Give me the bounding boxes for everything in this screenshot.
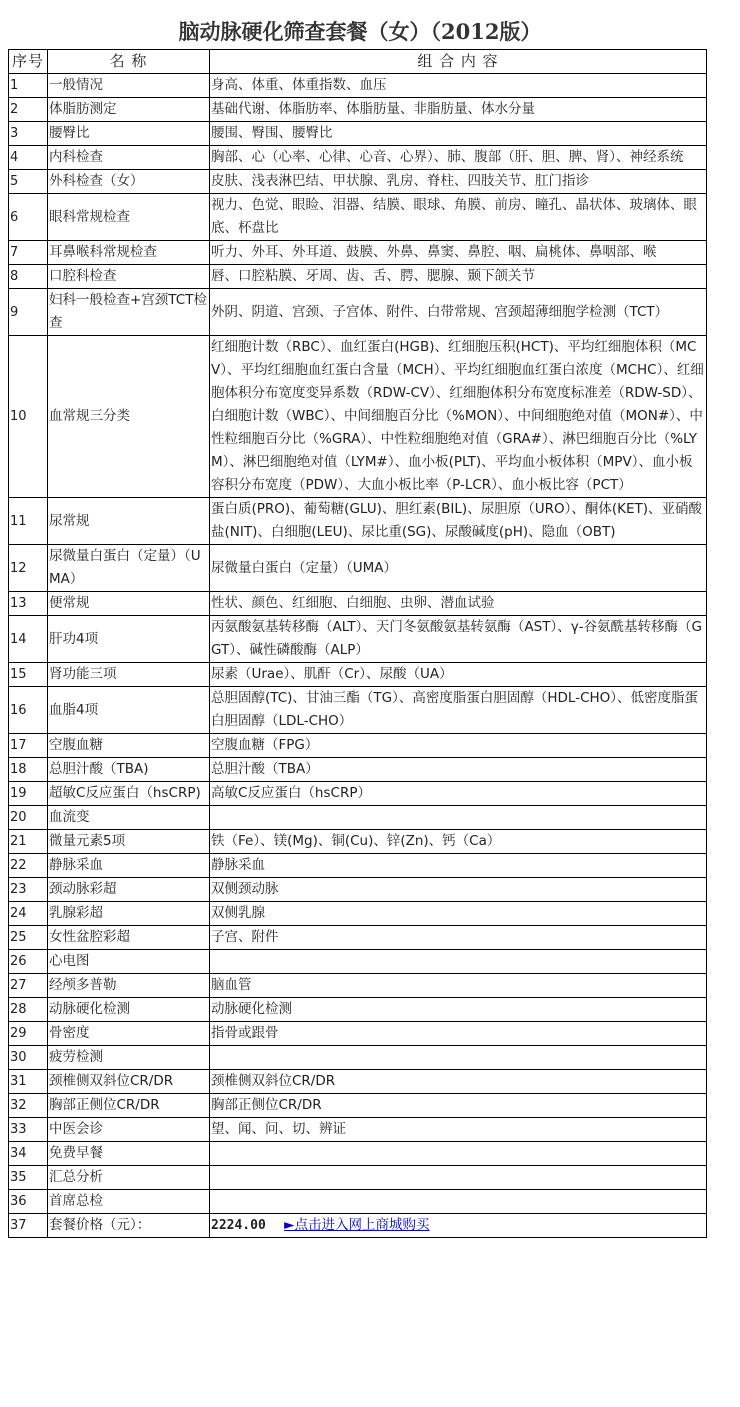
row-num: 37 — [9, 1214, 48, 1238]
row-name: 肝功4项 — [48, 616, 210, 663]
row-num: 33 — [9, 1118, 48, 1142]
table-row — [9, 926, 707, 950]
row-content — [210, 1166, 707, 1190]
row-content: 丙氨酸氨基转移酶（ALT）、天门冬氨酸氨基转氨酶（AST）、γ-谷氨酰基转移酶（GGT）、碱性磷酸酶（ALP） — [210, 616, 707, 663]
row-name: 乳腺彩超 — [48, 902, 210, 926]
row-name: 腰臀比 — [48, 122, 210, 146]
table-row — [9, 806, 707, 830]
row-num: 7 — [9, 241, 48, 265]
row-content: 脑血管 — [210, 974, 707, 998]
row-num: 10 — [9, 336, 48, 498]
row-num: 6 — [9, 194, 48, 241]
row-name: 骨密度 — [48, 1022, 210, 1046]
row-num: 9 — [9, 289, 48, 336]
table-row — [9, 616, 707, 663]
row-content: 胸部正侧位CR/DR — [210, 1094, 707, 1118]
row-content: 动脉硬化检测 — [210, 998, 707, 1022]
table-row — [9, 289, 707, 336]
row-name: 经颅多普勒 — [48, 974, 210, 998]
row-num: 25 — [9, 926, 48, 950]
row-content — [210, 1046, 707, 1070]
row-content: 唇、口腔粘膜、牙周、齿、舌、腭、腮腺、颞下颌关节 — [210, 265, 707, 289]
table-row — [9, 336, 707, 498]
row-content: 红细胞计数（RBC）、血红蛋白(HGB)、红细胞压积(HCT)、平均红细胞体积（MCV）、平均红细胞血红蛋白含量（MCH）、平均红细胞血红蛋白浓度（MCHC）、红细胞体积分布宽度变异系数（RDW-CV）、红细胞体积分布宽度标准差（RDW-SD）、白细胞计数（WBC）、中间细胞百分比（%MON）、中间细胞绝对值（MON#）、中性粒细胞百分比（%GRA）、中性粒细胞绝对值（GRA#）、淋巴细胞百分比（%LYM）、淋巴细胞绝对值（LYM#）、血小板(PLT)、平均血小板体积（MPV）、血小板容积分布宽度（PDW）、大血小板比率（P-LCR）、血小板比容（PCT） — [210, 336, 707, 498]
price-cell — [210, 1214, 707, 1238]
row-content: 指骨或跟骨 — [210, 1022, 707, 1046]
row-name: 总胆汁酸（TBA) — [48, 758, 210, 782]
table-row — [9, 734, 707, 758]
table-row — [9, 830, 707, 854]
row-num: 22 — [9, 854, 48, 878]
table-row — [9, 122, 707, 146]
table-row — [9, 1094, 707, 1118]
row-content — [210, 950, 707, 974]
header-num: 序号 — [9, 50, 48, 74]
header-name: 名 称 — [48, 50, 210, 74]
row-num: 1 — [9, 74, 48, 98]
row-content: 双侧颈动脉 — [210, 878, 707, 902]
table-row — [9, 170, 707, 194]
row-num: 18 — [9, 758, 48, 782]
row-name: 一般情况 — [48, 74, 210, 98]
table-row — [9, 854, 707, 878]
row-name: 内科检查 — [48, 146, 210, 170]
table-row — [9, 758, 707, 782]
row-name: 超敏C反应蛋白（hsCRP) — [48, 782, 210, 806]
row-content: 空腹血糖（FPG） — [210, 734, 707, 758]
row-content: 性状、颜色、红细胞、白细胞、虫卵、潜血试验 — [210, 592, 707, 616]
row-content: 视力、色觉、眼睑、泪器、结膜、眼球、角膜、前房、瞳孔、晶状体、玻璃体、眼底、杯盘比 — [210, 194, 707, 241]
row-name: 便常规 — [48, 592, 210, 616]
table-row — [9, 1118, 707, 1142]
row-content: 基础代谢、体脂肪率、体脂肪量、非脂肪量、体水分量 — [210, 98, 707, 122]
row-num: 16 — [9, 687, 48, 734]
row-name: 心电图 — [48, 950, 210, 974]
row-name: 疲劳检测 — [48, 1046, 210, 1070]
row-num: 4 — [9, 146, 48, 170]
row-name: 肾功能三项 — [48, 663, 210, 687]
row-num: 32 — [9, 1094, 48, 1118]
row-num: 14 — [9, 616, 48, 663]
row-name: 汇总分析 — [48, 1166, 210, 1190]
row-content: 尿素（Urae）、肌酐（Cr）、尿酸（UA） — [210, 663, 707, 687]
row-num: 20 — [9, 806, 48, 830]
table-row — [9, 902, 707, 926]
row-name: 口腔科检查 — [48, 265, 210, 289]
row-content: 高敏C反应蛋白（hsCRP） — [210, 782, 707, 806]
row-num: 36 — [9, 1190, 48, 1214]
row-name: 首席总检 — [48, 1190, 210, 1214]
row-num: 19 — [9, 782, 48, 806]
row-content: 总胆固醇(TC)、甘油三酯（TG）、高密度脂蛋白胆固醇（HDL-CHO）、低密度脂蛋白胆固醇（LDL-CHO） — [210, 687, 707, 734]
table-row — [9, 998, 707, 1022]
row-num: 8 — [9, 265, 48, 289]
row-num: 23 — [9, 878, 48, 902]
table-row — [9, 592, 707, 616]
row-num: 3 — [9, 122, 48, 146]
row-num: 27 — [9, 974, 48, 998]
price-value: 2224.00 — [211, 1218, 266, 1233]
row-num: 34 — [9, 1142, 48, 1166]
row-num: 17 — [9, 734, 48, 758]
table-row — [9, 98, 707, 122]
table-row — [9, 687, 707, 734]
row-content: 蛋白质(PRO)、葡萄糖(GLU)、胆红素(BIL)、尿胆原（URO）、酮体(KET)、亚硝酸盐(NIT)、白细胞(LEU)、尿比重(SG)、尿酸碱度(pH)、隐血（OBT) — [210, 498, 707, 545]
row-name: 动脉硬化检测 — [48, 998, 210, 1022]
row-name: 女性盆腔彩超 — [48, 926, 210, 950]
header-content: 组 合 内 容 — [210, 50, 707, 74]
row-name: 空腹血糖 — [48, 734, 210, 758]
row-content: 尿微量白蛋白（定量）（UMA） — [210, 545, 707, 592]
row-content: 子宫、附件 — [210, 926, 707, 950]
table-row — [9, 241, 707, 265]
row-name: 眼科常规检查 — [48, 194, 210, 241]
row-content: 腰围、臀围、腰臀比 — [210, 122, 707, 146]
row-name: 颈动脉彩超 — [48, 878, 210, 902]
table-row — [9, 1166, 707, 1190]
row-name: 血脂4项 — [48, 687, 210, 734]
row-name: 尿常规 — [48, 498, 210, 545]
table-row — [9, 1022, 707, 1046]
table-row — [9, 950, 707, 974]
row-name: 静脉采血 — [48, 854, 210, 878]
table-row — [9, 498, 707, 545]
row-content: 望、闻、问、切、辨证 — [210, 1118, 707, 1142]
table-row — [9, 1142, 707, 1166]
row-name: 耳鼻喉科常规检查 — [48, 241, 210, 265]
row-name: 免费早餐 — [48, 1142, 210, 1166]
row-num: 13 — [9, 592, 48, 616]
table-row — [9, 146, 707, 170]
row-content: 静脉采血 — [210, 854, 707, 878]
table-row — [9, 663, 707, 687]
row-name: 外科检查（女） — [48, 170, 210, 194]
table-row — [9, 1046, 707, 1070]
table-header-row — [9, 50, 707, 74]
row-content — [210, 1190, 707, 1214]
table-row — [9, 545, 707, 592]
row-num: 5 — [9, 170, 48, 194]
row-num: 31 — [9, 1070, 48, 1094]
table-row — [9, 1070, 707, 1094]
table-row — [9, 878, 707, 902]
row-content — [210, 1142, 707, 1166]
row-name: 体脂肪测定 — [48, 98, 210, 122]
row-content: 听力、外耳、外耳道、鼓膜、外鼻、鼻窦、鼻腔、咽、扁桃体、鼻咽部、喉 — [210, 241, 707, 265]
table-row — [9, 194, 707, 241]
table-row — [9, 974, 707, 998]
row-name: 血常规三分类 — [48, 336, 210, 498]
price-row — [9, 1214, 707, 1238]
row-num: 35 — [9, 1166, 48, 1190]
row-content: 皮肤、浅表淋巴结、甲状腺、乳房、脊柱、四肢关节、肛门指诊 — [210, 170, 707, 194]
row-name: 颈椎侧双斜位CR/DR — [48, 1070, 210, 1094]
row-num: 29 — [9, 1022, 48, 1046]
table-row — [9, 74, 707, 98]
row-num: 15 — [9, 663, 48, 687]
table-row — [9, 265, 707, 289]
row-num: 24 — [9, 902, 48, 926]
row-num: 26 — [9, 950, 48, 974]
row-content — [210, 806, 707, 830]
row-content: 外阴、阴道、宫颈、子宫体、附件、白带常规、宫颈超薄细胞学检测（TCT） — [210, 289, 707, 336]
row-name: 妇科一般检查+宫颈TCT检查 — [48, 289, 210, 336]
buy-online-link[interactable]: ►点击进入网上商城购买 — [284, 1217, 430, 1233]
row-content: 身高、体重、体重指数、血压 — [210, 74, 707, 98]
table-row — [9, 1190, 707, 1214]
row-content: 双侧乳腺 — [210, 902, 707, 926]
row-num: 28 — [9, 998, 48, 1022]
table-row — [9, 782, 707, 806]
row-name: 中医会诊 — [48, 1118, 210, 1142]
row-content: 铁（Fe）、镁(Mg)、铜(Cu)、锌(Zn)、钙（Ca） — [210, 830, 707, 854]
row-num: 12 — [9, 545, 48, 592]
row-content: 颈椎侧双斜位CR/DR — [210, 1070, 707, 1094]
row-num: 11 — [9, 498, 48, 545]
row-num: 30 — [9, 1046, 48, 1070]
row-num: 2 — [9, 98, 48, 122]
row-name: 血流变 — [48, 806, 210, 830]
row-content: 总胆汁酸（TBA） — [210, 758, 707, 782]
row-name: 尿微量白蛋白（定量）（UMA） — [48, 545, 210, 592]
page-title: 脑动脉硬化筛查套餐（女）（2012版） — [178, 19, 542, 44]
price-label: 套餐价格（元）： — [48, 1214, 210, 1238]
row-content: 胸部、心（心率、心律、心音、心界）、肺、腹部（肝、胆、脾、肾）、神经系统 — [210, 146, 707, 170]
row-name: 胸部正侧位CR/DR — [48, 1094, 210, 1118]
row-name: 微量元素5项 — [48, 830, 210, 854]
row-num: 21 — [9, 830, 48, 854]
package-table — [8, 49, 707, 1238]
